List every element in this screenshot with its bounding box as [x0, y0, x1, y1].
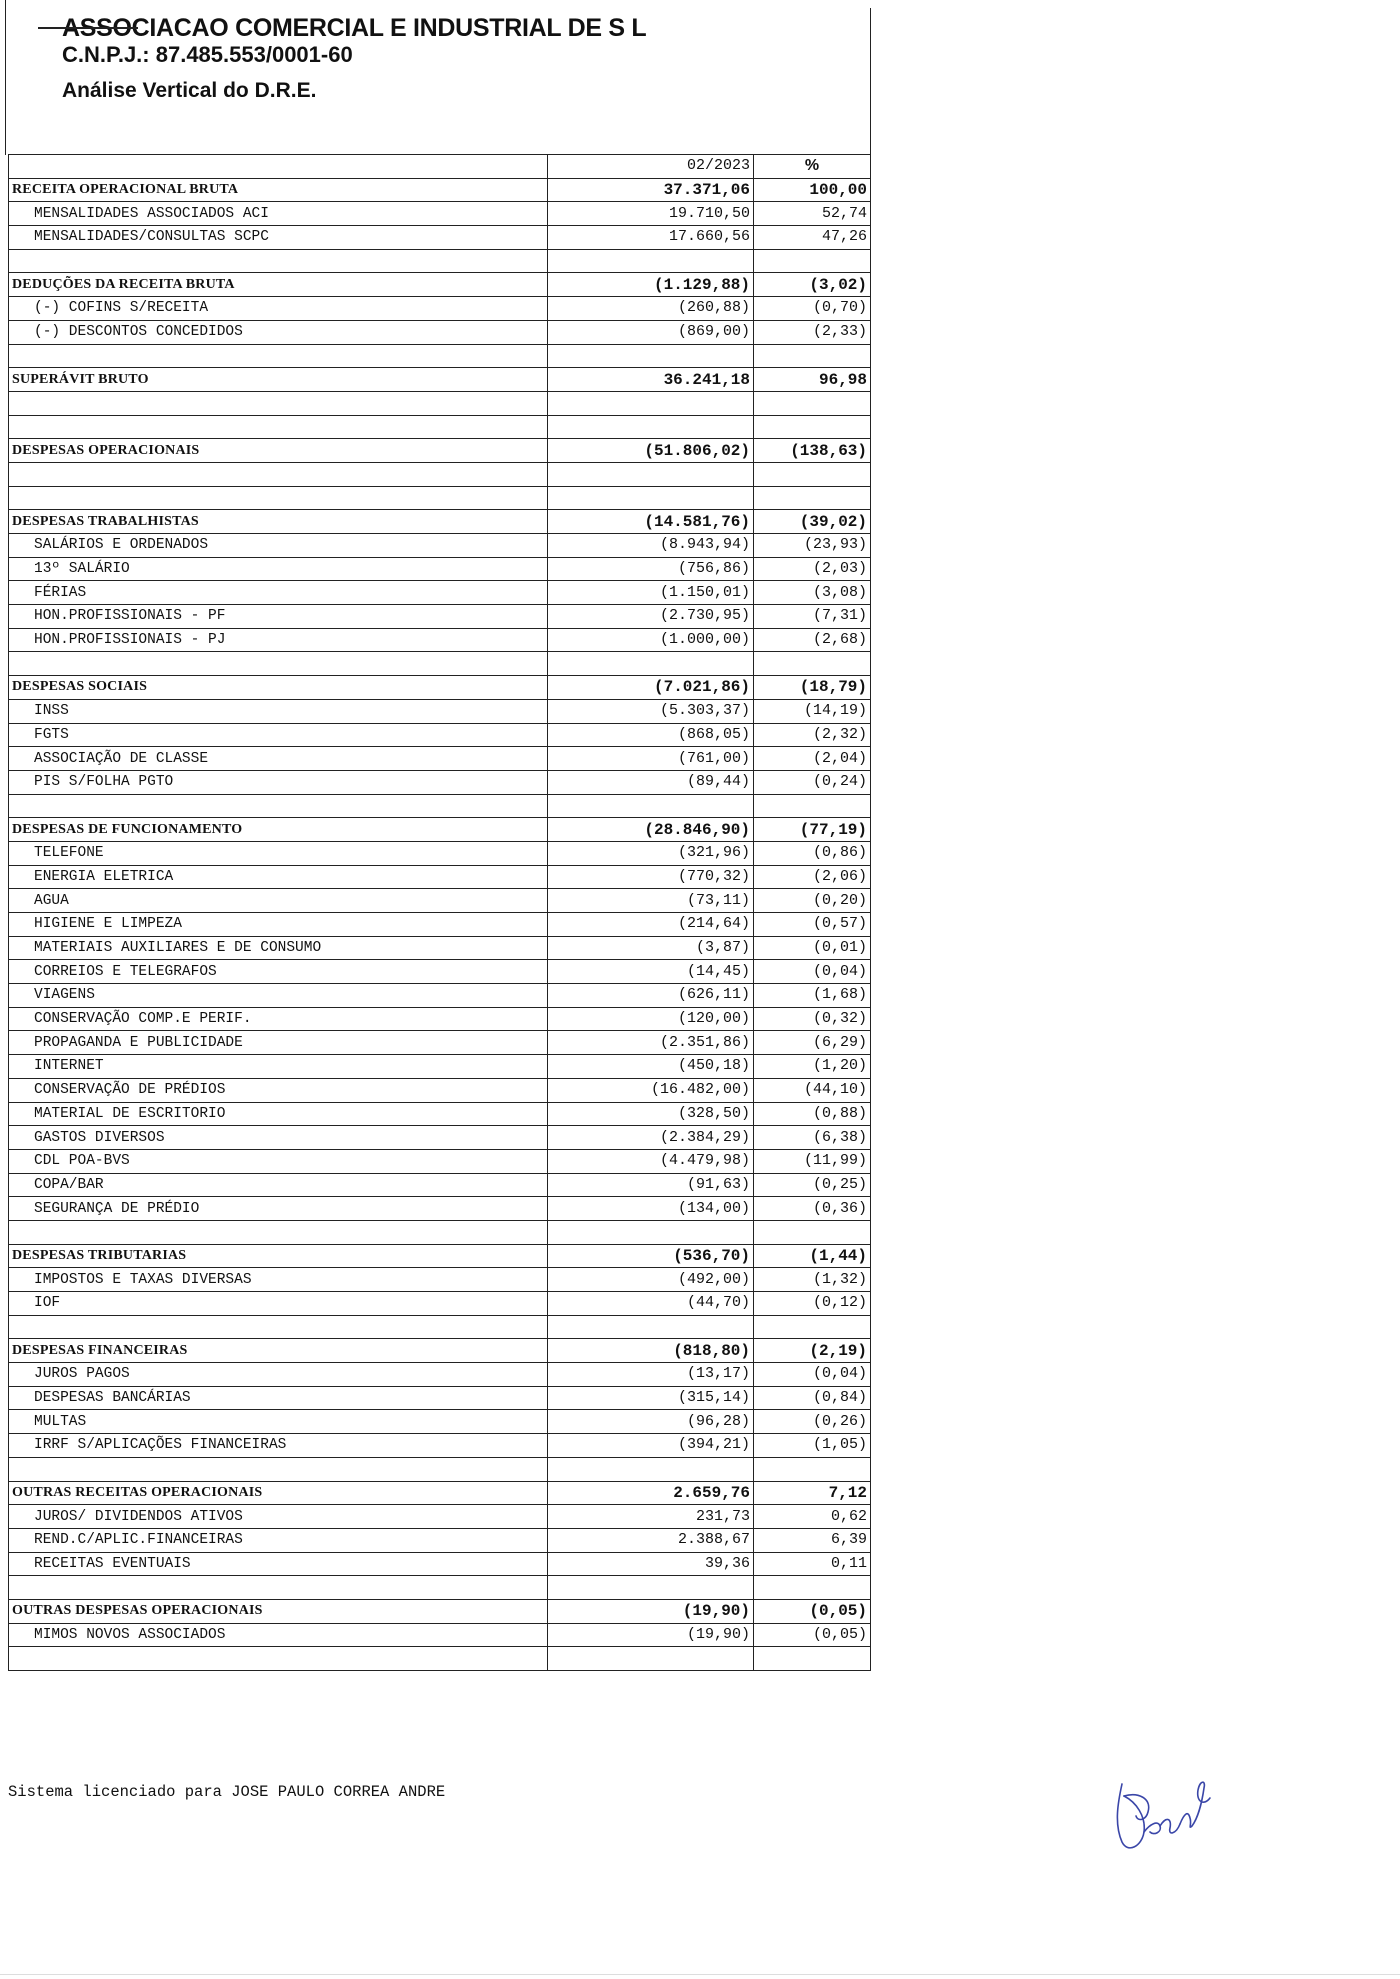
row-description-cell: VIAGENS	[9, 984, 548, 1008]
row-description-cell: JUROS/ DIVIDENDOS ATIVOS	[9, 1505, 548, 1529]
table-row	[9, 1102, 871, 1126]
blank-row	[9, 1457, 871, 1481]
row-description-cell	[9, 391, 548, 415]
row-description-cell: DESPESAS BANCÁRIAS	[9, 1386, 548, 1410]
row-description-cell: IRRF S/APLICAÇÕES FINANCEIRAS	[9, 1434, 548, 1458]
row-value-cell: (394,21)	[548, 1434, 754, 1458]
row-description-cell: OUTRAS RECEITAS OPERACIONAIS	[9, 1481, 548, 1505]
row-percent-cell	[754, 462, 871, 486]
row-percent-cell: (11,99)	[754, 1149, 871, 1173]
row-percent-cell	[754, 1576, 871, 1600]
row-description-cell: DESPESAS SOCIAIS	[9, 676, 548, 700]
blank-row	[9, 1576, 871, 1600]
table-row	[9, 1031, 871, 1055]
table-row	[9, 202, 871, 226]
table-row	[9, 1552, 871, 1576]
row-value-cell: 37.371,06	[548, 178, 754, 202]
row-value-cell	[548, 1647, 754, 1671]
row-description-cell	[9, 1457, 548, 1481]
row-description-cell	[9, 794, 548, 818]
row-percent-cell: 47,26	[754, 226, 871, 250]
row-percent-cell	[754, 415, 871, 439]
table-row	[9, 723, 871, 747]
row-description-cell: RECEITAS EVENTUAIS	[9, 1552, 548, 1576]
table-row	[9, 936, 871, 960]
table-row	[9, 1410, 871, 1434]
table-row	[9, 699, 871, 723]
section-row	[9, 368, 871, 392]
row-value-cell: (2.730,95)	[548, 605, 754, 629]
row-percent-cell: (0,12)	[754, 1292, 871, 1316]
row-value-cell: (869,00)	[548, 320, 754, 344]
page-frame-right-border	[870, 8, 871, 168]
row-percent-cell: (3,02)	[754, 273, 871, 297]
row-value-cell: (96,28)	[548, 1410, 754, 1434]
row-description-cell: 13º SALÁRIO	[9, 557, 548, 581]
table-row	[9, 534, 871, 558]
row-percent-cell	[754, 1315, 871, 1339]
row-percent-cell: (1,20)	[754, 1055, 871, 1079]
row-value-cell	[548, 1315, 754, 1339]
table-row	[9, 1197, 871, 1221]
row-percent-cell: (0,04)	[754, 1363, 871, 1387]
row-description-cell: DESPESAS TRIBUTARIAS	[9, 1244, 548, 1268]
row-percent-cell: (0,05)	[754, 1623, 871, 1647]
row-description-cell	[9, 249, 548, 273]
company-cnpj: C.N.P.J.: 87.485.553/0001-60	[62, 42, 353, 67]
row-value-cell: 17.660,56	[548, 226, 754, 250]
row-percent-cell	[754, 344, 871, 368]
row-percent-cell: (1,68)	[754, 984, 871, 1008]
row-percent-cell: (2,06)	[754, 865, 871, 889]
row-description-cell: TELEFONE	[9, 841, 548, 865]
blank-row	[9, 462, 871, 486]
row-percent-cell: (0,20)	[754, 889, 871, 913]
table-row	[9, 1528, 871, 1552]
section-row	[9, 439, 871, 463]
table-row	[9, 1173, 871, 1197]
row-value-cell	[548, 391, 754, 415]
row-value-cell: (321,96)	[548, 841, 754, 865]
row-description-cell: MATERIAL DE ESCRITORIO	[9, 1102, 548, 1126]
page-frame-left-border	[5, 0, 6, 155]
table-row	[9, 1149, 871, 1173]
row-percent-cell: (1,32)	[754, 1268, 871, 1292]
row-percent-cell	[754, 486, 871, 510]
blank-row	[9, 1647, 871, 1671]
row-value-cell: (73,11)	[548, 889, 754, 913]
section-row	[9, 1599, 871, 1623]
row-percent-cell: (2,33)	[754, 320, 871, 344]
row-description-cell: SUPERÁVIT BRUTO	[9, 368, 548, 392]
table-row	[9, 865, 871, 889]
header-period-cell: 02/2023	[548, 155, 754, 179]
row-description-cell: (-) COFINS S/RECEITA	[9, 297, 548, 321]
table-header-row	[9, 155, 871, 179]
table-row	[9, 1623, 871, 1647]
row-percent-cell: (6,29)	[754, 1031, 871, 1055]
row-value-cell	[548, 462, 754, 486]
row-value-cell: (89,44)	[548, 770, 754, 794]
row-value-cell: (19,90)	[548, 1599, 754, 1623]
row-percent-cell: 100,00	[754, 178, 871, 202]
row-percent-cell: 7,12	[754, 1481, 871, 1505]
dre-table-body	[9, 155, 871, 1671]
row-value-cell	[548, 344, 754, 368]
company-name	[62, 14, 646, 42]
table-row	[9, 984, 871, 1008]
row-value-cell: (328,50)	[548, 1102, 754, 1126]
row-description-cell: INTERNET	[9, 1055, 548, 1079]
table-row	[9, 1126, 871, 1150]
row-value-cell: (315,14)	[548, 1386, 754, 1410]
row-description-cell: HIGIENE E LIMPEZA	[9, 913, 548, 937]
row-description-cell	[9, 462, 548, 486]
row-percent-cell: (2,03)	[754, 557, 871, 581]
row-description-cell: MENSALIDADES/CONSULTAS SCPC	[9, 226, 548, 250]
blank-row	[9, 391, 871, 415]
row-percent-cell: (0,26)	[754, 1410, 871, 1434]
row-percent-cell: (0,36)	[754, 1197, 871, 1221]
row-value-cell: (214,64)	[548, 913, 754, 937]
row-percent-cell: (1,05)	[754, 1434, 871, 1458]
row-value-cell: (818,80)	[548, 1339, 754, 1363]
row-value-cell: (14.581,76)	[548, 510, 754, 534]
row-percent-cell	[754, 794, 871, 818]
row-percent-cell	[754, 249, 871, 273]
row-value-cell: (1.150,01)	[548, 581, 754, 605]
row-description-cell	[9, 415, 548, 439]
row-value-cell: (44,70)	[548, 1292, 754, 1316]
row-value-cell: (868,05)	[548, 723, 754, 747]
row-description-cell: OUTRAS DESPESAS OPERACIONAIS	[9, 1599, 548, 1623]
row-value-cell: (28.846,90)	[548, 818, 754, 842]
row-value-cell: (13,17)	[548, 1363, 754, 1387]
row-value-cell: (1.000,00)	[548, 628, 754, 652]
row-percent-cell: (0,04)	[754, 960, 871, 984]
section-row	[9, 273, 871, 297]
row-percent-cell: (23,93)	[754, 534, 871, 558]
row-value-cell: (626,11)	[548, 984, 754, 1008]
blank-row	[9, 794, 871, 818]
row-description-cell: REND.C/APLIC.FINANCEIRAS	[9, 1528, 548, 1552]
row-description-cell: MULTAS	[9, 1410, 548, 1434]
row-value-cell: (5.303,37)	[548, 699, 754, 723]
table-row	[9, 320, 871, 344]
row-description-cell: PIS S/FOLHA PGTO	[9, 770, 548, 794]
row-description-cell	[9, 344, 548, 368]
row-percent-cell: (0,24)	[754, 770, 871, 794]
section-row	[9, 178, 871, 202]
row-description-cell	[9, 1576, 548, 1600]
row-description-cell: MATERIAIS AUXILIARES E DE CONSUMO	[9, 936, 548, 960]
table-row	[9, 747, 871, 771]
row-description-cell: HON.PROFISSIONAIS - PJ	[9, 628, 548, 652]
row-description-cell: MIMOS NOVOS ASSOCIADOS	[9, 1623, 548, 1647]
table-row	[9, 1505, 871, 1529]
row-value-cell: 36.241,18	[548, 368, 754, 392]
row-description-cell: COPA/BAR	[9, 1173, 548, 1197]
table-row	[9, 605, 871, 629]
row-percent-cell: (138,63)	[754, 439, 871, 463]
row-percent-cell: 0,62	[754, 1505, 871, 1529]
row-value-cell	[548, 249, 754, 273]
row-percent-cell: (18,79)	[754, 676, 871, 700]
row-percent-cell	[754, 1647, 871, 1671]
row-percent-cell: (0,88)	[754, 1102, 871, 1126]
row-description-cell: (-) DESCONTOS CONCEDIDOS	[9, 320, 548, 344]
row-value-cell: (51.806,02)	[548, 439, 754, 463]
row-value-cell	[548, 1576, 754, 1600]
row-percent-cell: 6,39	[754, 1528, 871, 1552]
row-value-cell: (450,18)	[548, 1055, 754, 1079]
row-percent-cell: (6,38)	[754, 1126, 871, 1150]
signature-icon	[1108, 1762, 1218, 1862]
row-percent-cell: (7,31)	[754, 605, 871, 629]
row-description-cell: CONSERVAÇÃO COMP.E PERIF.	[9, 1007, 548, 1031]
row-percent-cell: 52,74	[754, 202, 871, 226]
table-row	[9, 226, 871, 250]
row-description-cell	[9, 1315, 548, 1339]
row-percent-cell: (39,02)	[754, 510, 871, 534]
row-percent-cell: (77,19)	[754, 818, 871, 842]
row-description-cell: CDL POA-BVS	[9, 1149, 548, 1173]
company-name-text: ASSOCIACAO COMERCIAL E INDUSTRIAL DE S L	[62, 14, 647, 42]
row-value-cell: (761,00)	[548, 747, 754, 771]
blank-row	[9, 344, 871, 368]
table-row	[9, 1007, 871, 1031]
row-description-cell: IOF	[9, 1292, 548, 1316]
row-description-cell: CONSERVAÇÃO DE PRÉDIOS	[9, 1078, 548, 1102]
row-value-cell: (19,90)	[548, 1623, 754, 1647]
row-value-cell: (536,70)	[548, 1244, 754, 1268]
row-percent-cell: 0,11	[754, 1552, 871, 1576]
row-percent-cell: (0,57)	[754, 913, 871, 937]
row-value-cell	[548, 486, 754, 510]
row-description-cell: FÉRIAS	[9, 581, 548, 605]
row-value-cell: (4.479,98)	[548, 1149, 754, 1173]
table-row	[9, 1434, 871, 1458]
table-row	[9, 1268, 871, 1292]
row-value-cell: (7.021,86)	[548, 676, 754, 700]
license-footer: Sistema licenciado para JOSE PAULO CORREA ANDRE	[8, 1783, 446, 1801]
row-description-cell: CORREIOS E TELEGRAFOS	[9, 960, 548, 984]
row-percent-cell: (0,70)	[754, 297, 871, 321]
row-value-cell: (14,45)	[548, 960, 754, 984]
row-percent-cell: (0,05)	[754, 1599, 871, 1623]
row-value-cell: (2.351,86)	[548, 1031, 754, 1055]
dre-table	[8, 154, 871, 1671]
row-value-cell: (120,00)	[548, 1007, 754, 1031]
table-row	[9, 1292, 871, 1316]
row-percent-cell	[754, 391, 871, 415]
row-value-cell: (2.384,29)	[548, 1126, 754, 1150]
row-value-cell: 19.710,50	[548, 202, 754, 226]
row-description-cell	[9, 652, 548, 676]
row-description-cell: DESPESAS DE FUNCIONAMENTO	[9, 818, 548, 842]
blank-row	[9, 1220, 871, 1244]
table-row	[9, 889, 871, 913]
row-description-cell: FGTS	[9, 723, 548, 747]
table-row	[9, 1363, 871, 1387]
row-description-cell: RECEITA OPERACIONAL BRUTA	[9, 178, 548, 202]
table-row	[9, 913, 871, 937]
row-value-cell: 39,36	[548, 1552, 754, 1576]
table-row	[9, 557, 871, 581]
row-description-cell: DESPESAS TRABALHISTAS	[9, 510, 548, 534]
row-percent-cell: (14,19)	[754, 699, 871, 723]
row-value-cell	[548, 794, 754, 818]
row-percent-cell: (2,04)	[754, 747, 871, 771]
scan-bottom-edge	[0, 1974, 1400, 1975]
row-percent-cell: (2,68)	[754, 628, 871, 652]
row-description-cell: SEGURANÇA DE PRÉDIO	[9, 1197, 548, 1221]
row-description-cell: GASTOS DIVERSOS	[9, 1126, 548, 1150]
table-row	[9, 841, 871, 865]
row-percent-cell: (2,19)	[754, 1339, 871, 1363]
row-percent-cell: (3,08)	[754, 581, 871, 605]
row-description-cell: JUROS PAGOS	[9, 1363, 548, 1387]
table-row	[9, 1386, 871, 1410]
row-value-cell: (8.943,94)	[548, 534, 754, 558]
blank-row	[9, 652, 871, 676]
table-row	[9, 960, 871, 984]
section-row	[9, 1244, 871, 1268]
row-percent-cell: (2,32)	[754, 723, 871, 747]
section-row	[9, 1481, 871, 1505]
row-value-cell: (3,87)	[548, 936, 754, 960]
table-row	[9, 1055, 871, 1079]
document-header	[62, 14, 646, 104]
row-description-cell: INSS	[9, 699, 548, 723]
row-description-cell: HON.PROFISSIONAIS - PF	[9, 605, 548, 629]
row-description-cell: SALÁRIOS E ORDENADOS	[9, 534, 548, 558]
blank-row	[9, 1315, 871, 1339]
row-value-cell: (91,63)	[548, 1173, 754, 1197]
row-description-cell: AGUA	[9, 889, 548, 913]
row-value-cell: (134,00)	[548, 1197, 754, 1221]
row-value-cell: 231,73	[548, 1505, 754, 1529]
table-row	[9, 770, 871, 794]
row-description-cell: DESPESAS OPERACIONAIS	[9, 439, 548, 463]
handwritten-signature	[1108, 1762, 1218, 1867]
row-description-cell: MENSALIDADES ASSOCIADOS ACI	[9, 202, 548, 226]
row-description-cell: DEDUÇÕES DA RECEITA BRUTA	[9, 273, 548, 297]
blank-row	[9, 486, 871, 510]
section-row	[9, 676, 871, 700]
row-percent-cell	[754, 1220, 871, 1244]
row-description-cell: ENERGIA ELETRICA	[9, 865, 548, 889]
row-value-cell: (756,86)	[548, 557, 754, 581]
row-percent-cell: (1,44)	[754, 1244, 871, 1268]
row-value-cell: (260,88)	[548, 297, 754, 321]
row-percent-cell: (0,86)	[754, 841, 871, 865]
blank-row	[9, 415, 871, 439]
row-value-cell: 2.659,76	[548, 1481, 754, 1505]
row-percent-cell: (0,84)	[754, 1386, 871, 1410]
row-description-cell	[9, 486, 548, 510]
table-row	[9, 1078, 871, 1102]
row-percent-cell: (0,01)	[754, 936, 871, 960]
row-value-cell	[548, 415, 754, 439]
row-value-cell	[548, 1457, 754, 1481]
header-description-cell	[9, 155, 548, 179]
row-description-cell: DESPESAS FINANCEIRAS	[9, 1339, 548, 1363]
row-percent-cell: (0,25)	[754, 1173, 871, 1197]
table-row	[9, 628, 871, 652]
section-row	[9, 1339, 871, 1363]
row-percent-cell	[754, 652, 871, 676]
row-value-cell: (492,00)	[548, 1268, 754, 1292]
row-description-cell	[9, 1647, 548, 1671]
row-value-cell	[548, 652, 754, 676]
row-description-cell: IMPOSTOS E TAXAS DIVERSAS	[9, 1268, 548, 1292]
table-row	[9, 581, 871, 605]
section-row	[9, 818, 871, 842]
document-title: Análise Vertical do D.R.E.	[62, 79, 317, 102]
row-value-cell: (1.129,88)	[548, 273, 754, 297]
header-percent-cell: %	[754, 155, 871, 179]
blank-row	[9, 249, 871, 273]
section-row	[9, 510, 871, 534]
strike-mark	[38, 27, 138, 29]
row-percent-cell	[754, 1457, 871, 1481]
row-value-cell	[548, 1220, 754, 1244]
row-percent-cell: (44,10)	[754, 1078, 871, 1102]
row-value-cell: (16.482,00)	[548, 1078, 754, 1102]
row-value-cell: (770,32)	[548, 865, 754, 889]
row-description-cell: PROPAGANDA E PUBLICIDADE	[9, 1031, 548, 1055]
table-row	[9, 297, 871, 321]
row-percent-cell: 96,98	[754, 368, 871, 392]
row-value-cell: 2.388,67	[548, 1528, 754, 1552]
row-description-cell	[9, 1220, 548, 1244]
row-percent-cell: (0,32)	[754, 1007, 871, 1031]
row-description-cell: ASSOCIAÇÃO DE CLASSE	[9, 747, 548, 771]
